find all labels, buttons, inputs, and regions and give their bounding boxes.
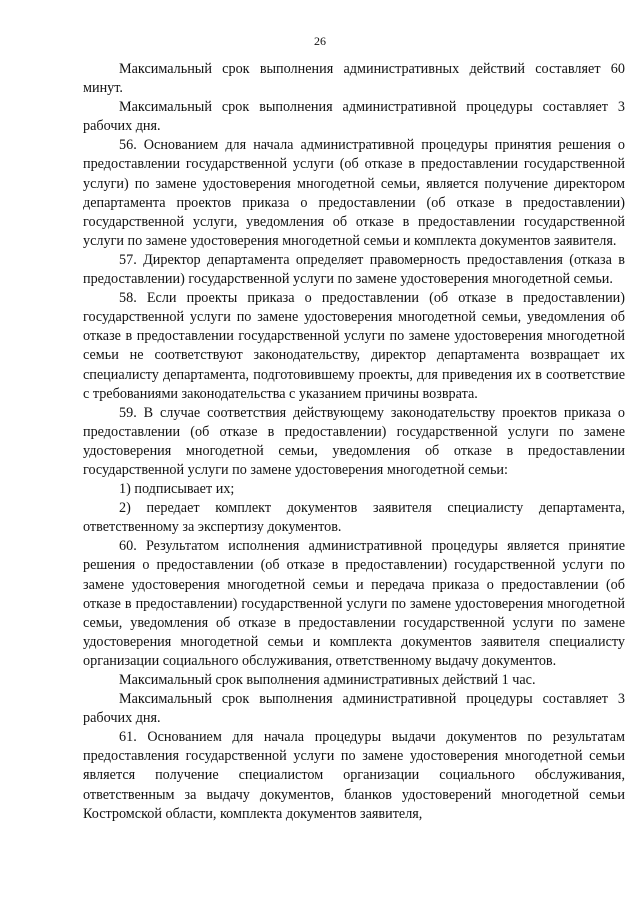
paragraph-59: 59. В случае соответствия действующему законодательству проектов приказа о предоставлении (об отказе в предоставлении) государственной услуги по замене удостоверения многодетной семьи, уведомления об отказе в предоставлении государственной услуги по замене удостоверения многодетной семьи: xyxy=(83,404,625,478)
paragraph-61: 61. Основанием для начала процедуры выдачи документов по результатам предоставления государственной услуги по замене удостоверения многодетной семьи является получение специалистом организации социального обслуживания, ответственным за выдачу документов, бланков удостоверений многодетной семьи Костромской области, комплекта документов заявителя, xyxy=(83,729,625,822)
paragraph-59-item-2: 2) передает комплект документов заявителя специалисту департамента, ответственному за экспертизу документов. xyxy=(83,500,625,536)
document-body xyxy=(83,60,625,824)
paragraph-max-time-actions-2: Максимальный срок выполнения административных действий 1 час. xyxy=(119,672,536,688)
paragraph-60: 60. Результатом исполнения административной процедуры является принятие решения о предоставлении (об отказе в предоставлении) государственной услуги по замене удостоверения многодетной семьи и передача приказа о предоставлении (об отказе в предоставлении) государственной услуги по замене удостоверения многодетной семьи, уведомления об отказе в предоставлении государственной услуги по замене удостоверения многодетной семьи и комплекта документов заявителя специалисту организации социального обслуживания, ответственному выдачу документов. xyxy=(83,538,625,669)
paragraph-56: 56. Основанием для начала административной процедуры принятия решения о предоставлении государственной услуги (об отказе в предоставлении государственной услуги) по замене удостоверения многодетной семьи, является получение директором департамента проектов приказа о предоставлении (об отказе в предоставлении) государственной услуги, уведомления об отказе в предоставлении государственной услуги по замене удостоверения многодетной семьи и комплекта документов заявителя. xyxy=(83,137,625,249)
page-number: 26 xyxy=(314,34,326,48)
paragraph-max-time-actions: Максимальный срок выполнения административных действий составляет 60 минут. xyxy=(83,61,625,97)
paragraph-57: 57. Директор департамента определяет правомерность предоставления (отказа в предоставлении) государственной услуги по замене удостоверения многодетной семьи. xyxy=(83,251,625,288)
paragraph-max-time-procedure-2: Максимальный срок выполнения административной процедуры составляет 3 рабочих дня. xyxy=(83,691,625,727)
paragraph-max-time-procedure: Максимальный срок выполнения административной процедуры составляет 3 рабочих дня. xyxy=(83,99,625,135)
paragraph-58: 58. Если проекты приказа о предоставлении (об отказе в предоставлении) государственной услуги по замене удостоверения многодетной семьи, уведомления об отказе в предоставлении государственной услуги по замене удостоверения многодетной семьи не соответствуют законодательству, директор департамента возвращает их специалисту департамента, подготовившему проекты, для приведения их в соответствие с требованиями законодательства с указанием причины возврата. xyxy=(83,290,625,402)
paragraph-59-item-1: 1) подписывает их; xyxy=(119,481,235,498)
